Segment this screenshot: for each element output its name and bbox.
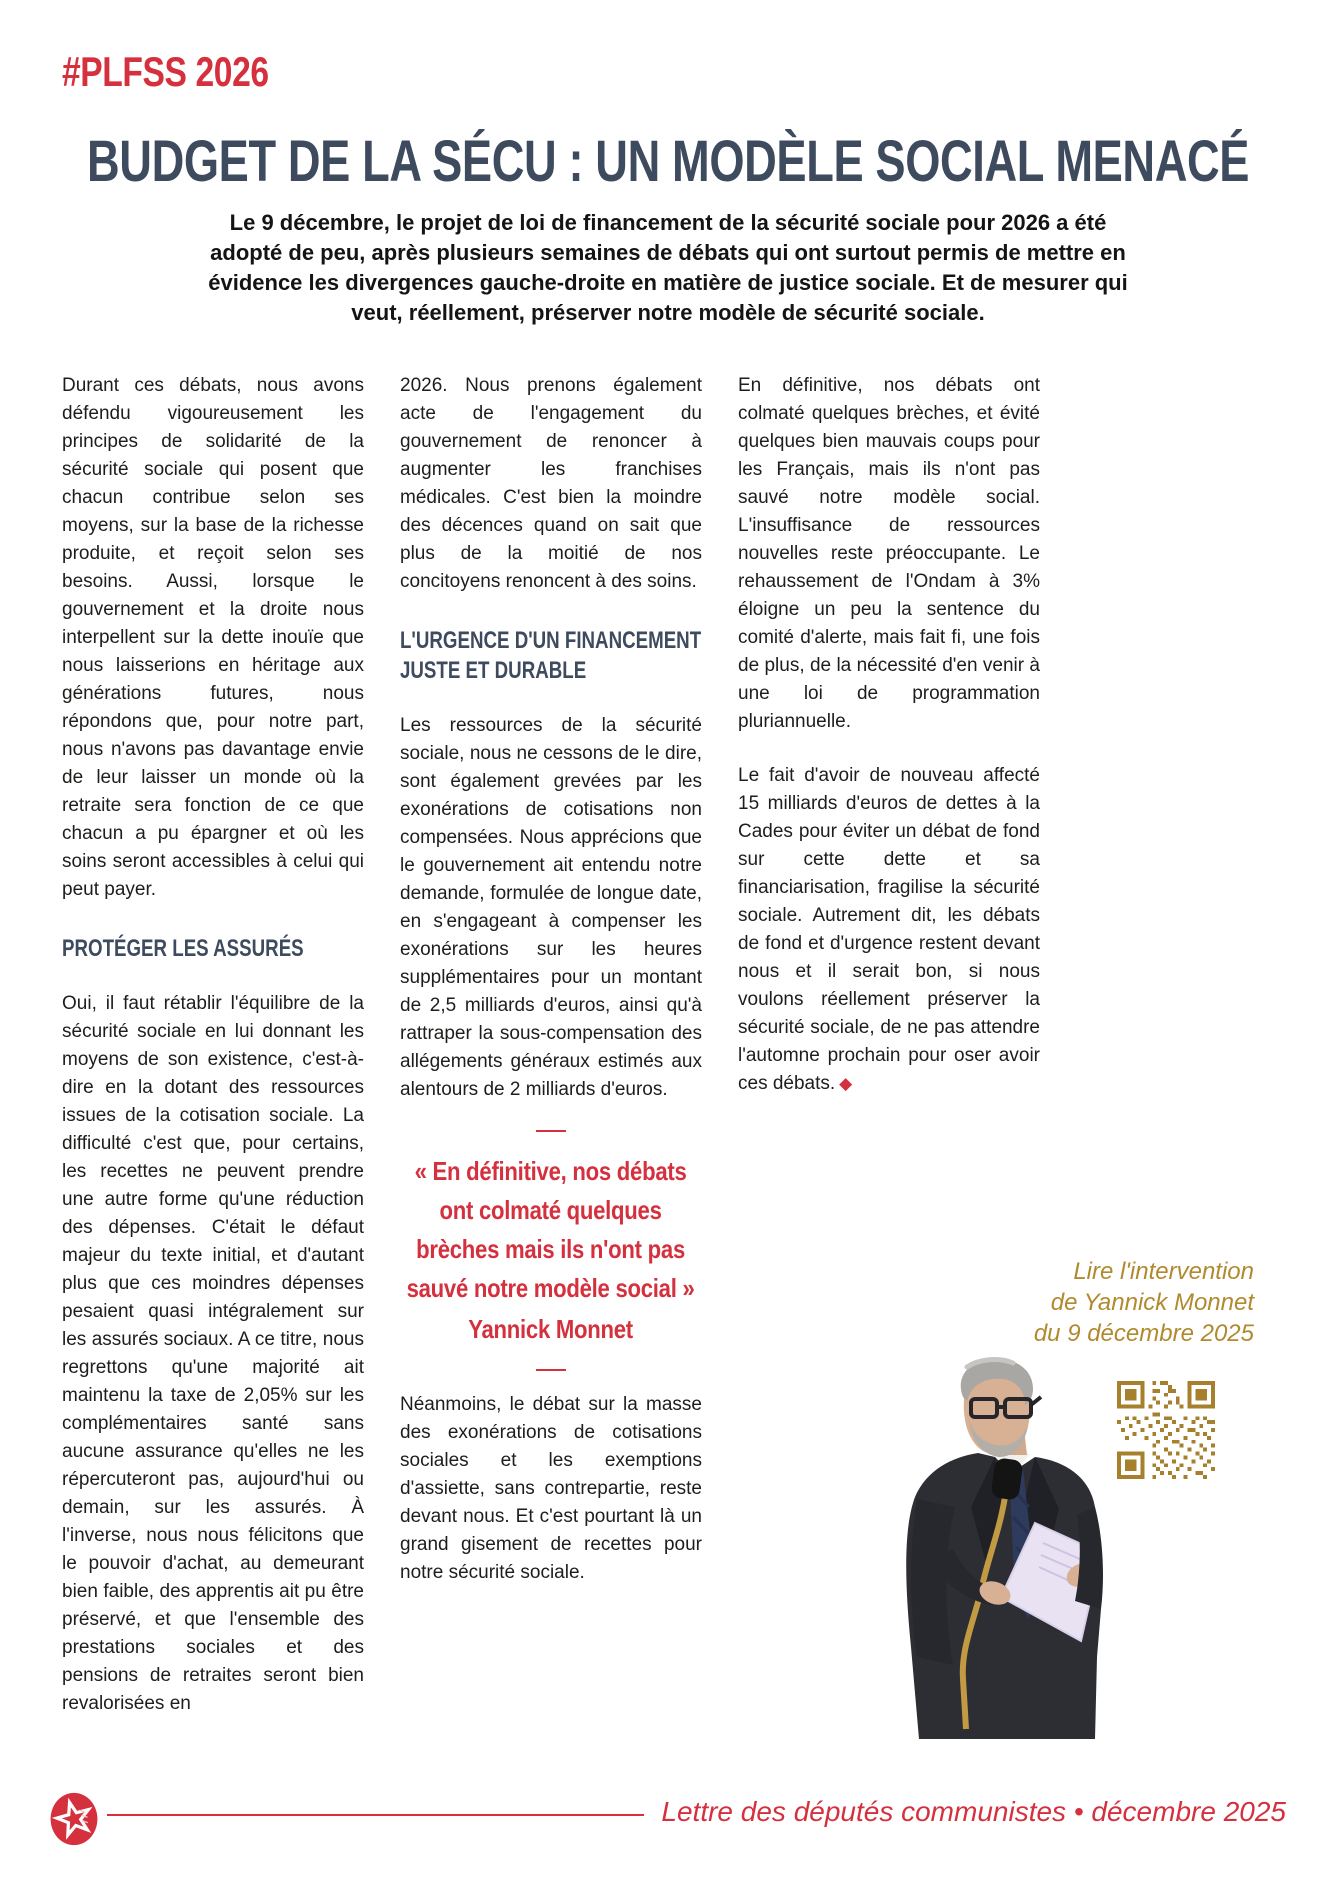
body-paragraph: Durant ces débats, nous avons défendu vigoureusement les principes de solidarité de la sécurité sociale qui posent que chacun contribue selon ses moyens, sur la base de la richesse produite, et reçoit selon ses besoins. Aussi, lorsque le gouvernement et la droite nous interpellent sur la dette inouïe que nous laisserions en héritage aux générations futures, nous répondons que, pour notre part, nous n'avons pas davantage envie de leur laisser un monde où la retraite sera fonction de ce que chacun a pu épargner et où les soins seront accessibles à celui qui peut payer. [62, 375, 364, 900]
intro-paragraph: Le 9 décembre, le projet de loi de financement de la sécurité sociale pour 2026 a été adopté de peu, après plusieurs semaines de débats qui ont surtout permis de mettre en évidence les divergences gauche-droite en matière de justice sociale. Et de mesurer qui veut, réellement, préserver notre modèle de sécurité sociale. [208, 210, 1128, 325]
heading-line: L'URGENCE D'UN FINANCEMENT [400, 627, 702, 654]
body-paragraph [738, 762, 1040, 1098]
heading-line: JUSTE ET DURABLE [400, 657, 587, 684]
section-heading-urgence [400, 626, 702, 686]
body-paragraph: En définitive, nos débats ont colmaté quelques brèches, et évité quelques bien mauvais coups pour les Français, mais ils n'ont pas sauvé notre modèle social. L'insuffisance de ressources nouvelles reste préoccupante. Le rehaussement de l'Ondam à 3% éloigne un peu la sentence du comité d'alerte, mais fait fi, une fois de plus, de la nécessité d'en venir à une loi de programmation pluriannuelle. [738, 375, 1040, 732]
quote-divider-top [536, 1130, 566, 1132]
body-paragraph: Néanmoins, le débat sur la masse des exonérations de cotisations sociales et les exemptions d'assiette, sans contrepartie, reste devant nous. Et c'est pourtant là un grand gisement de recettes pour notre sécurité sociale. [400, 1394, 702, 1583]
photo-caption [934, 1256, 1254, 1349]
body-paragraph: 2026. Nous prenons également acte de l'engagement du gouvernement de renoncer à augmenter les franchises médicales. C'est bien la moindre des décences quand on sait que plus de la moitié de nos concitoyens renoncent à des soins. [400, 375, 702, 592]
pull-quote-text: « En définitive, nos débats ont colmaté quelques brèches mais ils n'ont pas sauvé notre modèle social » [407, 1156, 695, 1303]
body-paragraph: Les ressources de la sécurité sociale, nous ne cessons de le dire, sont également grevées par les exonérations de cotisations non compensées. Nous apprécions que le gouvernement ait entendu notre demande, formulée de longue date, en s'engageant à compenser les exonérations sur les heures supplémentaires pour un montant de 2,5 milliards d'euros, ainsi qu'à rattraper la sous-compensation des allégements généraux estimés aux alentours de 2 milliards d'euros. [400, 715, 702, 1100]
end-diamond-icon: ◆ [839, 1074, 853, 1093]
column-2 [400, 372, 702, 1613]
qr-code [1117, 1380, 1215, 1480]
caption-line: de Yannick Monnet [1050, 1289, 1254, 1316]
section-heading-proteger: PROTÉGER LES ASSURÉS [62, 935, 304, 962]
column-1 [62, 372, 364, 1744]
quote-divider-bottom [536, 1369, 566, 1371]
footer-text: Lettre des députés communistes • décembre 2025 [661, 1796, 1286, 1827]
quote-attribution: Yannick Monnet [468, 1314, 634, 1344]
pull-quote [400, 1152, 702, 1349]
page-title: BUDGET DE LA SÉCU : UN MODÈLE SOCIAL MENACÉ [86, 129, 1250, 194]
body-paragraph-text: Le fait d'avoir de nouveau affecté 15 milliards d'euros de dettes à la Cades pour éviter un débat de fond sur cette dette et sa financiarisation, fragilise la sécurité sociale. Autrement dit, les débats de fond et d'urgence restent devant nous et il serait bon, si nous voulons réellement préserver la sécurité sociale, de ne pas attendre l'automne prochain pour oser avoir ces débats. [738, 765, 1040, 1094]
caption-line: du 9 décembre 2025 [1033, 1320, 1254, 1347]
caption-line: Lire l'intervention [1073, 1258, 1254, 1285]
footer-rule [107, 1814, 644, 1816]
photo-yannick-monnet [883, 1356, 1107, 1740]
column-3 [738, 372, 1040, 1124]
pcf-star-logo [47, 1790, 101, 1848]
body-paragraph: Oui, il faut rétablir l'équilibre de la sécurité sociale en lui donnant les moyens de son existence, c'est-à-dire en la dotant des ressources issues de la cotisation sociale. La difficulté c'est que, pour certains, les recettes ne peuvent prendre une autre forme qu'une réduction des dépenses. C'était le défaut majeur du texte initial, et d'autant plus que ces moindres dépenses pesaient quasi intégralement sur les assurés sociaux. A ce titre, nous regrettons qu'une majorité ait maintenu la taxe de 2,05% sur les complémentaires santé sans aucune assurance qu'elles ne les répercuteront pas, aujourd'hui ou demain, sur les assurés. À l'inverse, nous nous félicitons que le pouvoir d'achat, au demeurant bien faible, des apprentis ait pu être préservé, et que l'ensemble des prestations sociales et des pensions de retraites seront bien revalorisées en [62, 993, 364, 1714]
hashtag-heading: #PLFSS 2026 [62, 48, 269, 95]
